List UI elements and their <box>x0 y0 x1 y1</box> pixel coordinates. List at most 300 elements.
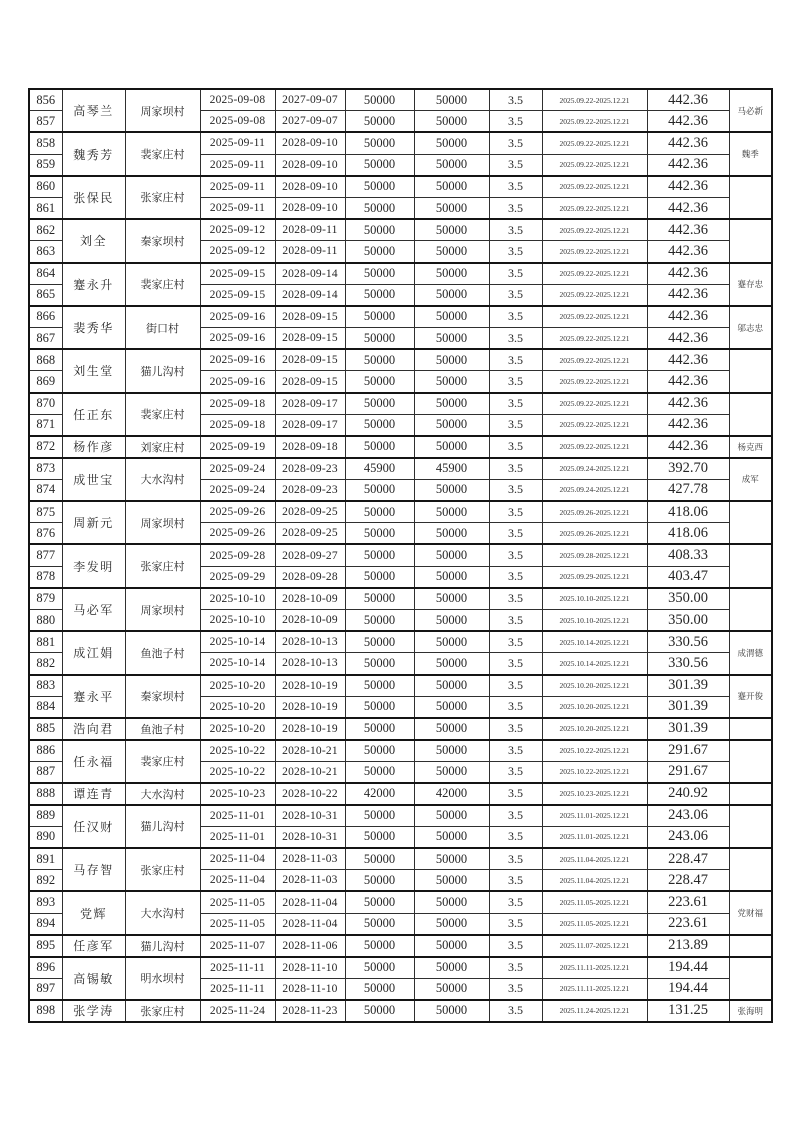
interest-value: 223.61 <box>647 891 729 913</box>
deposit-amount: 50000 <box>345 89 414 111</box>
interest-rate: 3.5 <box>489 479 542 501</box>
interest-period: 2025.10.14-2025.12.21 <box>542 631 647 653</box>
table-row <box>29 436 772 458</box>
interest-period: 2025.09.22-2025.12.21 <box>542 306 647 328</box>
deposit-end-date: 2028-11-06 <box>275 935 345 957</box>
deposit-amount-2: 50000 <box>414 631 489 653</box>
row-seq-number: 883 <box>29 675 62 697</box>
deposit-end-date: 2028-10-19 <box>275 696 345 718</box>
deposit-amount: 50000 <box>345 848 414 870</box>
deposit-amount-2: 50000 <box>414 154 489 176</box>
deposit-end-date: 2028-10-09 <box>275 588 345 610</box>
row-seq-number: 889 <box>29 805 62 827</box>
row-seq-number: 892 <box>29 870 62 892</box>
deposit-end-date: 2028-09-15 <box>275 349 345 371</box>
village-name: 裴家庄村 <box>125 263 200 306</box>
depositor-name: 任正东 <box>62 393 125 436</box>
village-name: 裴家庄村 <box>125 393 200 436</box>
related-person-name: 党财福 <box>729 891 772 934</box>
interest-rate: 3.5 <box>489 913 542 935</box>
row-seq-number: 895 <box>29 935 62 957</box>
deposit-start-date: 2025-10-23 <box>200 783 275 805</box>
village-name: 大水沟村 <box>125 891 200 934</box>
interest-period: 2025.11.05-2025.12.21 <box>542 891 647 913</box>
interest-rate: 3.5 <box>489 349 542 371</box>
table-row <box>29 263 772 285</box>
row-seq-number: 875 <box>29 501 62 523</box>
deposit-start-date: 2025-09-16 <box>200 328 275 350</box>
interest-value: 291.67 <box>647 761 729 783</box>
deposit-end-date: 2028-10-09 <box>275 610 345 632</box>
interest-rate: 3.5 <box>489 393 542 415</box>
deposit-start-date: 2025-09-16 <box>200 349 275 371</box>
table-row <box>29 957 772 979</box>
interest-period: 2025.09.28-2025.12.21 <box>542 544 647 566</box>
deposit-amount: 50000 <box>345 696 414 718</box>
deposit-amount: 50000 <box>345 826 414 848</box>
village-name: 秦家坝村 <box>125 675 200 718</box>
interest-rate: 3.5 <box>489 718 542 740</box>
row-seq-number: 865 <box>29 284 62 306</box>
deposit-start-date: 2025-11-01 <box>200 826 275 848</box>
depositor-name: 谭连青 <box>62 783 125 805</box>
interest-period: 2025.11.11-2025.12.21 <box>542 978 647 1000</box>
row-seq-number: 879 <box>29 588 62 610</box>
related-person-name: 杨克西 <box>729 436 772 458</box>
row-seq-number: 877 <box>29 544 62 566</box>
interest-rate: 3.5 <box>489 848 542 870</box>
related-person-name <box>729 544 772 587</box>
interest-value: 228.47 <box>647 848 729 870</box>
depositor-name: 张保民 <box>62 176 125 219</box>
depositor-name: 浩向君 <box>62 718 125 740</box>
deposit-end-date: 2027-09-07 <box>275 111 345 133</box>
deposit-amount: 50000 <box>345 479 414 501</box>
deposit-amount: 50000 <box>345 176 414 198</box>
interest-rate: 3.5 <box>489 154 542 176</box>
deposit-end-date: 2028-11-04 <box>275 891 345 913</box>
interest-period: 2025.10.22-2025.12.21 <box>542 740 647 762</box>
deposit-amount-2: 50000 <box>414 241 489 263</box>
deposit-end-date: 2028-09-10 <box>275 176 345 198</box>
deposit-end-date: 2028-10-21 <box>275 740 345 762</box>
deposit-end-date: 2028-10-22 <box>275 783 345 805</box>
deposit-amount-2: 50000 <box>414 371 489 393</box>
deposit-end-date: 2028-09-18 <box>275 436 345 458</box>
deposit-amount-2: 50000 <box>414 436 489 458</box>
deposit-amount: 50000 <box>345 913 414 935</box>
deposit-amount-2: 50000 <box>414 479 489 501</box>
interest-value: 194.44 <box>647 978 729 1000</box>
table-row <box>29 1000 772 1022</box>
table-row <box>29 718 772 740</box>
related-person-name <box>729 783 772 805</box>
deposit-start-date: 2025-09-29 <box>200 566 275 588</box>
table-body <box>29 89 772 1022</box>
interest-value: 240.92 <box>647 783 729 805</box>
deposit-amount: 42000 <box>345 783 414 805</box>
deposit-end-date: 2028-10-19 <box>275 675 345 697</box>
deposit-start-date: 2025-11-05 <box>200 913 275 935</box>
interest-period: 2025.10.20-2025.12.21 <box>542 718 647 740</box>
deposit-amount-2: 50000 <box>414 219 489 241</box>
interest-period: 2025.09.24-2025.12.21 <box>542 458 647 480</box>
row-seq-number: 859 <box>29 154 62 176</box>
interest-rate: 3.5 <box>489 458 542 480</box>
village-name: 张家庄村 <box>125 176 200 219</box>
deposit-amount-2: 50000 <box>414 349 489 371</box>
deposit-amount: 50000 <box>345 718 414 740</box>
row-seq-number: 887 <box>29 761 62 783</box>
deposit-amount: 50000 <box>345 219 414 241</box>
deposit-amount-2: 50000 <box>414 761 489 783</box>
interest-rate: 3.5 <box>489 610 542 632</box>
deposit-amount-2: 50000 <box>414 891 489 913</box>
table-row <box>29 349 772 371</box>
interest-rate: 3.5 <box>489 566 542 588</box>
deposit-amount-2: 50000 <box>414 935 489 957</box>
deposit-amount-2: 50000 <box>414 89 489 111</box>
deposit-end-date: 2028-10-13 <box>275 631 345 653</box>
interest-period: 2025.09.22-2025.12.21 <box>542 328 647 350</box>
deposit-amount: 50000 <box>345 761 414 783</box>
village-name: 猫儿沟村 <box>125 935 200 957</box>
deposit-end-date: 2028-09-27 <box>275 544 345 566</box>
table-row <box>29 631 772 653</box>
village-name: 鱼池子村 <box>125 631 200 674</box>
interest-period: 2025.09.22-2025.12.21 <box>542 436 647 458</box>
interest-rate: 3.5 <box>489 870 542 892</box>
interest-period: 2025.09.22-2025.12.21 <box>542 197 647 219</box>
deposit-end-date: 2028-11-23 <box>275 1000 345 1022</box>
deposit-amount: 50000 <box>345 132 414 154</box>
deposit-amount-2: 50000 <box>414 848 489 870</box>
depositor-name: 马必军 <box>62 588 125 631</box>
deposit-amount: 50000 <box>345 154 414 176</box>
interest-value: 442.36 <box>647 197 729 219</box>
interest-rate: 3.5 <box>489 761 542 783</box>
deposit-end-date: 2028-09-14 <box>275 263 345 285</box>
village-name: 刘家庄村 <box>125 436 200 458</box>
deposit-amount-2: 50000 <box>414 393 489 415</box>
related-person-name <box>729 176 772 219</box>
deposit-end-date: 2028-09-28 <box>275 566 345 588</box>
interest-period: 2025.09.22-2025.12.21 <box>542 263 647 285</box>
deposit-end-date: 2028-10-21 <box>275 761 345 783</box>
village-name: 猫儿沟村 <box>125 805 200 848</box>
related-person-name <box>729 740 772 783</box>
interest-period: 2025.09.22-2025.12.21 <box>542 393 647 415</box>
deposit-start-date: 2025-11-04 <box>200 848 275 870</box>
deposit-amount: 50000 <box>345 436 414 458</box>
deposit-start-date: 2025-09-12 <box>200 219 275 241</box>
row-seq-number: 860 <box>29 176 62 198</box>
interest-value: 442.36 <box>647 349 729 371</box>
interest-rate: 3.5 <box>489 263 542 285</box>
village-name: 街口村 <box>125 306 200 349</box>
interest-value: 442.36 <box>647 111 729 133</box>
village-name: 张家庄村 <box>125 544 200 587</box>
interest-value: 442.36 <box>647 436 729 458</box>
deposit-start-date: 2025-09-11 <box>200 197 275 219</box>
interest-rate: 3.5 <box>489 891 542 913</box>
related-person-name: 成军 <box>729 458 772 501</box>
deposit-amount: 50000 <box>345 566 414 588</box>
interest-rate: 3.5 <box>489 89 542 111</box>
deposit-start-date: 2025-09-18 <box>200 393 275 415</box>
table-row <box>29 306 772 328</box>
deposit-amount-2: 50000 <box>414 805 489 827</box>
table-row <box>29 219 772 241</box>
deposit-amount-2: 50000 <box>414 414 489 436</box>
row-seq-number: 878 <box>29 566 62 588</box>
deposit-start-date: 2025-09-19 <box>200 436 275 458</box>
deposit-start-date: 2025-10-20 <box>200 696 275 718</box>
depositor-name: 任彦军 <box>62 935 125 957</box>
interest-period: 2025.11.24-2025.12.21 <box>542 1000 647 1022</box>
row-seq-number: 891 <box>29 848 62 870</box>
deposit-end-date: 2028-11-10 <box>275 978 345 1000</box>
interest-rate: 3.5 <box>489 957 542 979</box>
interest-value: 442.36 <box>647 154 729 176</box>
deposit-amount-2: 50000 <box>414 111 489 133</box>
village-name: 周家坝村 <box>125 501 200 544</box>
deposit-amount: 50000 <box>345 197 414 219</box>
interest-rate: 3.5 <box>489 740 542 762</box>
deposit-end-date: 2028-09-15 <box>275 371 345 393</box>
table-row <box>29 805 772 827</box>
deposit-amount: 50000 <box>345 957 414 979</box>
table-row <box>29 783 772 805</box>
depositor-name: 高锡敏 <box>62 957 125 1000</box>
interest-period: 2025.11.04-2025.12.21 <box>542 848 647 870</box>
village-name: 大水沟村 <box>125 458 200 501</box>
row-seq-number: 866 <box>29 306 62 328</box>
deposit-start-date: 2025-11-24 <box>200 1000 275 1022</box>
interest-rate: 3.5 <box>489 523 542 545</box>
row-seq-number: 876 <box>29 523 62 545</box>
interest-value: 442.36 <box>647 241 729 263</box>
interest-value: 350.00 <box>647 588 729 610</box>
depositor-name: 蹇永升 <box>62 263 125 306</box>
table-row <box>29 935 772 957</box>
interest-period: 2025.09.22-2025.12.21 <box>542 349 647 371</box>
interest-period: 2025.10.14-2025.12.21 <box>542 653 647 675</box>
deposit-amount-2: 50000 <box>414 544 489 566</box>
deposit-amount: 50000 <box>345 978 414 1000</box>
village-name: 裴家庄村 <box>125 132 200 175</box>
interest-period: 2025.11.07-2025.12.21 <box>542 935 647 957</box>
depositor-name: 杨作彦 <box>62 436 125 458</box>
interest-rate: 3.5 <box>489 696 542 718</box>
deposit-end-date: 2028-10-31 <box>275 805 345 827</box>
deposit-amount: 50000 <box>345 393 414 415</box>
deposit-end-date: 2028-11-03 <box>275 870 345 892</box>
interest-period: 2025.09.22-2025.12.21 <box>542 89 647 111</box>
deposit-start-date: 2025-09-11 <box>200 154 275 176</box>
deposit-records-table <box>28 88 773 1023</box>
interest-value: 213.89 <box>647 935 729 957</box>
related-person-name <box>729 718 772 740</box>
interest-value: 350.00 <box>647 610 729 632</box>
depositor-name: 任汉财 <box>62 805 125 848</box>
table-row <box>29 588 772 610</box>
row-seq-number: 862 <box>29 219 62 241</box>
interest-period: 2025.11.01-2025.12.21 <box>542 826 647 848</box>
row-seq-number: 869 <box>29 371 62 393</box>
deposit-end-date: 2028-09-15 <box>275 328 345 350</box>
deposit-amount-2: 50000 <box>414 870 489 892</box>
deposit-start-date: 2025-11-11 <box>200 978 275 1000</box>
interest-rate: 3.5 <box>489 241 542 263</box>
deposit-end-date: 2028-09-25 <box>275 523 345 545</box>
deposit-end-date: 2027-09-07 <box>275 89 345 111</box>
deposit-start-date: 2025-10-10 <box>200 588 275 610</box>
deposit-amount-2: 50000 <box>414 978 489 1000</box>
interest-rate: 3.5 <box>489 328 542 350</box>
depositor-name: 周新元 <box>62 501 125 544</box>
table-row <box>29 891 772 913</box>
deposit-start-date: 2025-10-20 <box>200 718 275 740</box>
deposit-start-date: 2025-10-14 <box>200 653 275 675</box>
deposit-start-date: 2025-09-26 <box>200 501 275 523</box>
interest-value: 442.36 <box>647 371 729 393</box>
interest-period: 2025.09.26-2025.12.21 <box>542 501 647 523</box>
deposit-amount: 50000 <box>345 653 414 675</box>
row-seq-number: 873 <box>29 458 62 480</box>
deposit-amount-2: 50000 <box>414 263 489 285</box>
deposit-amount: 50000 <box>345 414 414 436</box>
interest-value: 403.47 <box>647 566 729 588</box>
deposit-start-date: 2025-09-16 <box>200 371 275 393</box>
deposit-amount-2: 50000 <box>414 610 489 632</box>
related-person-name <box>729 349 772 392</box>
village-name: 秦家坝村 <box>125 219 200 262</box>
interest-value: 291.67 <box>647 740 729 762</box>
deposit-amount: 50000 <box>345 588 414 610</box>
deposit-amount-2: 50000 <box>414 566 489 588</box>
deposit-amount: 50000 <box>345 870 414 892</box>
depositor-name: 党辉 <box>62 891 125 934</box>
table-row <box>29 458 772 480</box>
row-seq-number: 897 <box>29 978 62 1000</box>
depositor-name: 李发明 <box>62 544 125 587</box>
related-person-name: 马必新 <box>729 89 772 132</box>
interest-value: 442.36 <box>647 284 729 306</box>
interest-rate: 3.5 <box>489 675 542 697</box>
interest-period: 2025.09.22-2025.12.21 <box>542 241 647 263</box>
interest-period: 2025.11.11-2025.12.21 <box>542 957 647 979</box>
related-person-name <box>729 805 772 848</box>
deposit-amount: 50000 <box>345 284 414 306</box>
interest-value: 194.44 <box>647 957 729 979</box>
row-seq-number: 890 <box>29 826 62 848</box>
table-row <box>29 544 772 566</box>
deposit-amount: 50000 <box>345 349 414 371</box>
deposit-start-date: 2025-11-04 <box>200 870 275 892</box>
interest-rate: 3.5 <box>489 935 542 957</box>
village-name: 大水沟村 <box>125 783 200 805</box>
deposit-amount: 50000 <box>345 675 414 697</box>
deposit-amount: 50000 <box>345 306 414 328</box>
village-name: 鱼池子村 <box>125 718 200 740</box>
deposit-start-date: 2025-09-11 <box>200 176 275 198</box>
table-row <box>29 393 772 415</box>
village-name: 张家庄村 <box>125 848 200 891</box>
deposit-amount: 50000 <box>345 935 414 957</box>
row-seq-number: 898 <box>29 1000 62 1022</box>
row-seq-number: 880 <box>29 610 62 632</box>
deposit-end-date: 2028-09-14 <box>275 284 345 306</box>
interest-value: 418.06 <box>647 501 729 523</box>
deposit-end-date: 2028-09-17 <box>275 393 345 415</box>
table-row <box>29 89 772 111</box>
row-seq-number: 867 <box>29 328 62 350</box>
related-person-name <box>729 501 772 544</box>
table-row <box>29 740 772 762</box>
interest-value: 243.06 <box>647 805 729 827</box>
interest-period: 2025.09.29-2025.12.21 <box>542 566 647 588</box>
interest-rate: 3.5 <box>489 783 542 805</box>
deposit-start-date: 2025-10-22 <box>200 761 275 783</box>
deposit-amount: 50000 <box>345 1000 414 1022</box>
deposit-amount: 50000 <box>345 501 414 523</box>
deposit-start-date: 2025-10-14 <box>200 631 275 653</box>
deposit-amount-2: 50000 <box>414 197 489 219</box>
interest-value: 223.61 <box>647 913 729 935</box>
interest-rate: 3.5 <box>489 132 542 154</box>
interest-value: 392.70 <box>647 458 729 480</box>
row-seq-number: 856 <box>29 89 62 111</box>
deposit-end-date: 2028-09-25 <box>275 501 345 523</box>
interest-period: 2025.09.24-2025.12.21 <box>542 479 647 501</box>
deposit-amount: 50000 <box>345 610 414 632</box>
village-name: 周家坝村 <box>125 89 200 132</box>
interest-rate: 3.5 <box>489 978 542 1000</box>
row-seq-number: 871 <box>29 414 62 436</box>
interest-period: 2025.09.22-2025.12.21 <box>542 176 647 198</box>
interest-period: 2025.10.23-2025.12.21 <box>542 783 647 805</box>
interest-period: 2025.10.10-2025.12.21 <box>542 610 647 632</box>
interest-rate: 3.5 <box>489 544 542 566</box>
interest-period: 2025.09.22-2025.12.21 <box>542 154 647 176</box>
deposit-amount-2: 50000 <box>414 718 489 740</box>
interest-value: 442.36 <box>647 414 729 436</box>
interest-rate: 3.5 <box>489 1000 542 1022</box>
interest-value: 427.78 <box>647 479 729 501</box>
related-person-name: 蹇开俊 <box>729 675 772 718</box>
deposit-amount-2: 50000 <box>414 284 489 306</box>
interest-value: 301.39 <box>647 696 729 718</box>
deposit-amount: 50000 <box>345 544 414 566</box>
village-name: 周家坝村 <box>125 588 200 631</box>
deposit-amount-2: 50000 <box>414 176 489 198</box>
village-name: 猫儿沟村 <box>125 349 200 392</box>
deposit-amount-2: 50000 <box>414 523 489 545</box>
related-person-name <box>729 588 772 631</box>
interest-rate: 3.5 <box>489 805 542 827</box>
interest-rate: 3.5 <box>489 588 542 610</box>
deposit-amount-2: 50000 <box>414 957 489 979</box>
deposit-start-date: 2025-10-20 <box>200 675 275 697</box>
depositor-name: 成江娟 <box>62 631 125 674</box>
interest-value: 243.06 <box>647 826 729 848</box>
interest-rate: 3.5 <box>489 436 542 458</box>
interest-value: 330.56 <box>647 631 729 653</box>
interest-rate: 3.5 <box>489 197 542 219</box>
related-person-name: 邬志忠 <box>729 306 772 349</box>
deposit-end-date: 2028-09-11 <box>275 241 345 263</box>
